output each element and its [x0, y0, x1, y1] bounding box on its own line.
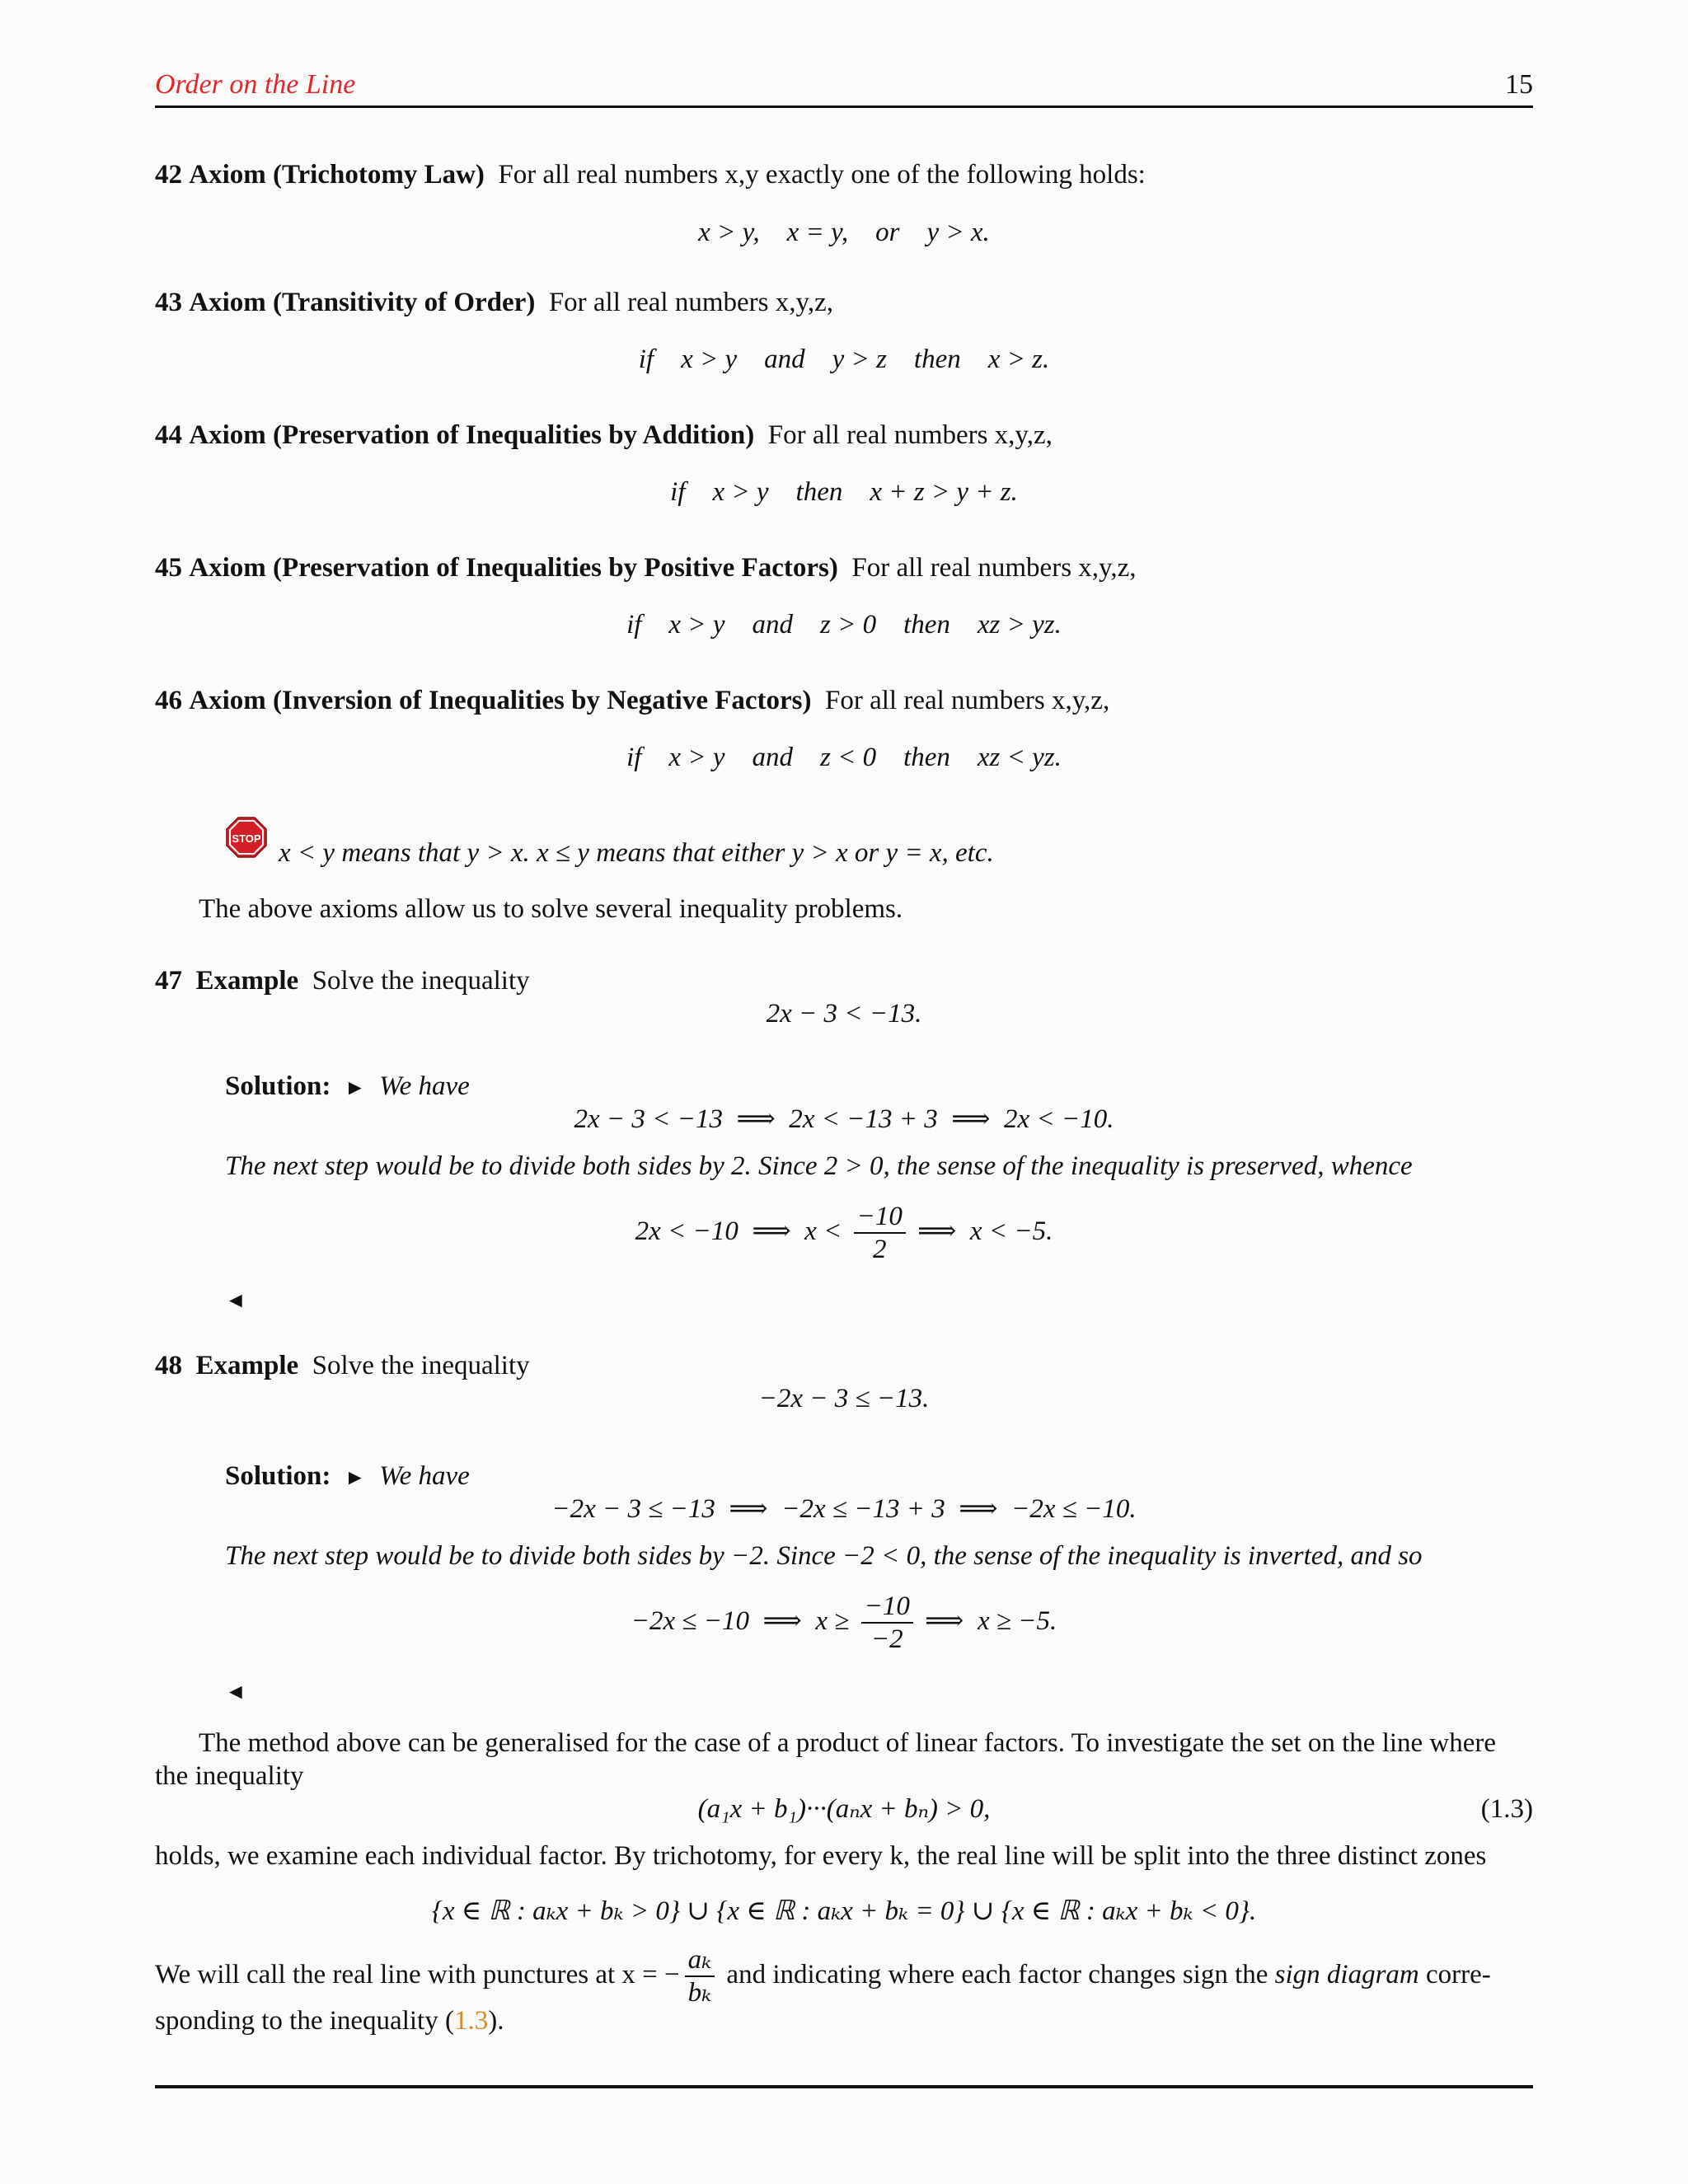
para4-lead: sponding to the inequality (: [155, 2006, 454, 2036]
fraction-numerator: −10: [854, 1201, 906, 1234]
example-number: 48: [155, 1351, 182, 1380]
axiom-number: 43: [155, 288, 182, 317]
example-48-heading: [155, 1349, 1533, 1382]
stop-sign-icon: [226, 817, 267, 858]
para3-mid: and indicating where each factor changes sign the: [720, 1960, 1275, 1990]
final-right: ⟹ x ≥ −5.: [925, 1606, 1057, 1636]
axiom-intro: For all real numbers x,y,z,: [767, 420, 1053, 450]
axiom-number: 46: [155, 686, 182, 715]
axiom-42-display: x > y, x = y, or y > x.: [698, 218, 990, 247]
axiom-intro: For all real numbers x,y,z,: [851, 553, 1137, 583]
axiom-46: [155, 684, 1533, 717]
example-48-final: [155, 1586, 1533, 1656]
equation-body: (a₁x + b₁)···(aₙx + bₙ) > 0,: [697, 1794, 991, 1824]
example-label: Example: [195, 1351, 299, 1380]
stop-sign-label: STOP: [232, 832, 261, 845]
equation-1-3: [155, 1793, 1533, 1825]
axiom-number: 45: [155, 553, 182, 583]
fraction: [854, 1201, 906, 1265]
solution-label: Solution:: [225, 1071, 331, 1101]
example-47-final: [155, 1197, 1533, 1266]
axiom-45-display: if x > y and z > 0 then xz > yz.: [626, 610, 1062, 640]
fraction-numerator: −10: [861, 1591, 913, 1624]
axiom-name: Axiom (Preservation of Inequalities by Positive Factors): [189, 553, 838, 583]
example-47-explain: The next step would be to divide both sides by 2. Since 2 > 0, the sense of the inequality is preserved, whence: [225, 1151, 1413, 1181]
final-left: −2x ≤ −10 ⟹ x ≥: [631, 1606, 850, 1636]
axiom-44: [155, 419, 1533, 452]
solution-start-marker: ►: [344, 1076, 366, 1099]
para3-tail: corre-: [1418, 1960, 1491, 1990]
para3-lead: We will call the real line with punctures at x = −: [155, 1960, 680, 1990]
example-48-chain: −2x − 3 ≤ −13 ⟹ −2x ≤ −13 + 3 ⟹ −2x ≤ −10.: [551, 1494, 1137, 1524]
closing-paragraph-2: holds, we examine each individual factor. By trichotomy, for every k, the real line will be split into the three distinct zones: [155, 1841, 1487, 1871]
example-prompt: Solve the inequality: [312, 966, 530, 996]
axiom-45: [155, 551, 1533, 584]
final-right: ⟹ x < −5.: [917, 1216, 1053, 1246]
axiom-43: [155, 286, 1533, 319]
closing-paragraph-3: [155, 1940, 1533, 2009]
para4-tail: ).: [488, 2006, 504, 2036]
fraction-denominator: 2: [872, 1235, 887, 1265]
axiom-intro: For all real numbers x,y,z,: [548, 288, 833, 317]
page-number: 15: [1505, 69, 1533, 100]
bridge-paragraph: The above axioms allow us to solve several inequality problems.: [199, 894, 903, 924]
fraction: [861, 1591, 913, 1655]
solution-start-marker: ►: [344, 1465, 366, 1489]
axiom-name: Axiom (Transitivity of Order): [189, 288, 536, 317]
axiom-intro: For all real numbers x,y exactly one of the following holds:: [498, 160, 1146, 190]
sign-diagram-term: sign diagram: [1274, 1960, 1419, 1990]
axiom-name: Axiom (Preservation of Inequalities by Addition): [189, 420, 755, 450]
equation-number: (1.3): [1480, 1794, 1533, 1824]
axiom-name: Axiom (Inversion of Inequalities by Negative Factors): [189, 686, 812, 715]
axiom-number: 42: [155, 160, 182, 190]
axiom-43-display: if x > y and y > z then x > z.: [638, 344, 1050, 374]
solution-end-marker: ◄: [225, 1288, 246, 1312]
fraction-denominator: bₖ: [687, 1978, 712, 2008]
we-have: We have: [379, 1071, 470, 1101]
axiom-44-display: if x > y then x + z > y + z.: [670, 477, 1018, 507]
example-47-inequality: 2x − 3 < −13.: [766, 999, 922, 1029]
closing-paragraph-1: The method above can be generalised for the case of a product of linear factors. To investigate the set on the line where the inequality: [155, 1728, 1497, 1791]
example-47-chain: 2x − 3 < −13 ⟹ 2x < −13 + 3 ⟹ 2x < −10.: [574, 1104, 1114, 1134]
solution-end-marker: ◄: [225, 1680, 246, 1704]
axiom-intro: For all real numbers x,y,z,: [825, 686, 1110, 715]
zones-display: {x ∈ ℝ : aₖx + bₖ > 0} ∪ {x ∈ ℝ : aₖx + bₖ = 0} ∪ {x ∈ ℝ : aₖx + bₖ < 0}.: [431, 1896, 1257, 1926]
equation-reference-link[interactable]: 1.3: [453, 2006, 489, 2036]
example-48-inequality: −2x − 3 ≤ −13.: [758, 1384, 930, 1413]
fraction-denominator: −2: [870, 1624, 903, 1655]
example-48-solution-line: [225, 1460, 1533, 1494]
example-label: Example: [195, 966, 299, 996]
axiom-42: [155, 158, 1533, 191]
example-47-solution-line: [225, 1070, 1533, 1104]
we-have: We have: [379, 1461, 470, 1491]
example-prompt: Solve the inequality: [312, 1351, 530, 1380]
example-48-explain: The next step would be to divide both sides by −2. Since −2 < 0, the sense of the inequality is inverted, and so: [225, 1541, 1423, 1571]
axiom-number: 44: [155, 420, 182, 450]
final-left: 2x < −10 ⟹ x <: [635, 1216, 842, 1246]
footer-rule: [155, 2085, 1533, 2088]
running-title: Order on the Line: [155, 69, 356, 100]
example-number: 47: [155, 966, 182, 996]
axiom-name: Axiom (Trichotomy Law): [189, 160, 485, 190]
axiom-46-display: if x > y and z < 0 then xz < yz.: [626, 743, 1062, 772]
example-47-heading: [155, 964, 1533, 997]
punct-fraction: [685, 1944, 715, 2008]
stop-note-text: x < y means that y > x. x ≤ y means that either y > x or y = x, etc.: [279, 838, 994, 868]
page-header: [155, 69, 1533, 108]
solution-label: Solution:: [225, 1461, 331, 1491]
fraction-numerator: aₖ: [685, 1944, 715, 1977]
closing-paragraph-4: [155, 2004, 1533, 2037]
